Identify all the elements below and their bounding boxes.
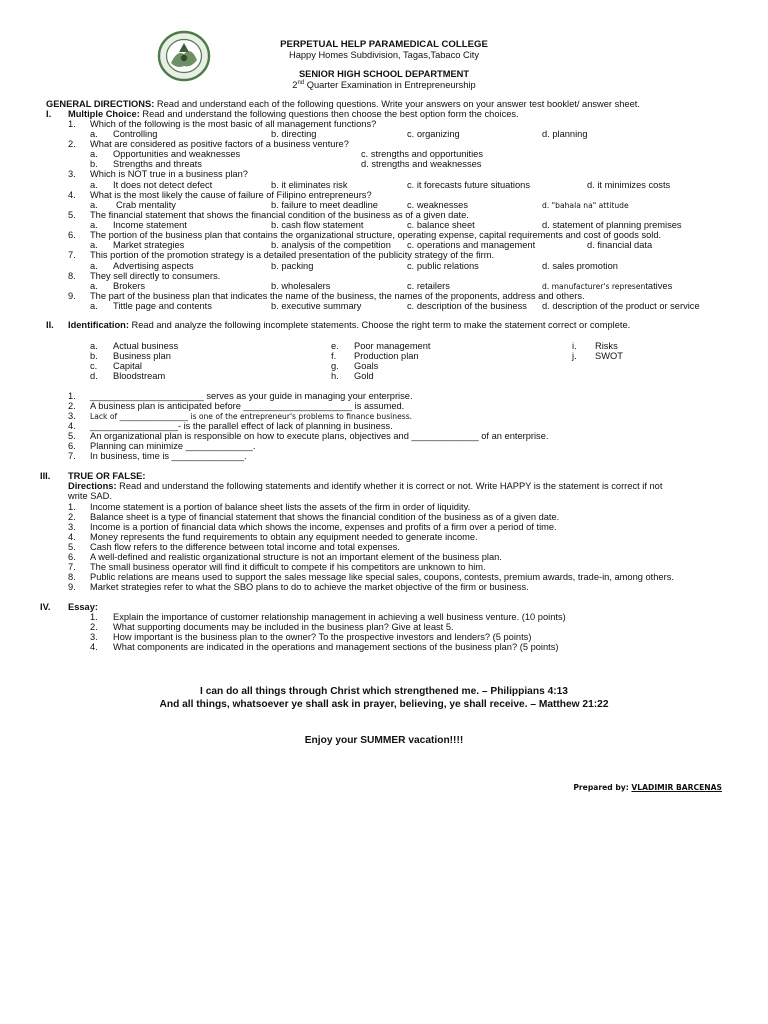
- bible-verse-1: I can do all things through Christ which strengthened me. – Philippians 4:13: [200, 686, 568, 697]
- college-address: Happy Homes Subdivision, Tagas,Tabaco City: [289, 50, 479, 60]
- exam-title: 2nd Quarter Examination in Entrepreneurship: [292, 80, 476, 91]
- college-name: PERPETUAL HELP PARAMEDICAL COLLEGE: [280, 39, 488, 50]
- bible-verse-2: And all things, whatsoever ye shall ask in prayer, believing, ye shall receive. – Matthew 21:22: [159, 699, 609, 710]
- part3-directions: Directions: Read and understand the following statements and identify whether it is correct or not. Write HAPPY is the statement is correct if not: [68, 481, 663, 491]
- part2-directions: Identification: Read and analyze the following incomplete statements. Choose the right term to make the statement correct or complete.: [68, 320, 631, 330]
- part2-num: II.: [46, 320, 54, 330]
- department-title: SENIOR HIGH SCHOOL DEPARTMENT: [298, 69, 470, 79]
- part1-directions: Multiple Choice: Read and understand the following questions then choose the best option form the choices.: [68, 109, 519, 119]
- enjoy-message: Enjoy your SUMMER vacation!!!!: [304, 735, 464, 746]
- prepared-by: Prepared by: VLADIMIR BARCENAS: [573, 783, 722, 792]
- part1-num: I.: [46, 109, 52, 119]
- part3-num: III.: [40, 471, 51, 481]
- general-directions: GENERAL DIRECTIONS: Read and understand each of the following questions. Write your answers on your answer test booklet/ answer sheet.: [46, 99, 640, 109]
- part3-title: TRUE OR FALSE:: [68, 471, 146, 481]
- part3-directions-cont: write SAD.: [68, 491, 112, 501]
- part4-num: IV.: [40, 602, 51, 612]
- part4-title: Essay:: [68, 602, 98, 612]
